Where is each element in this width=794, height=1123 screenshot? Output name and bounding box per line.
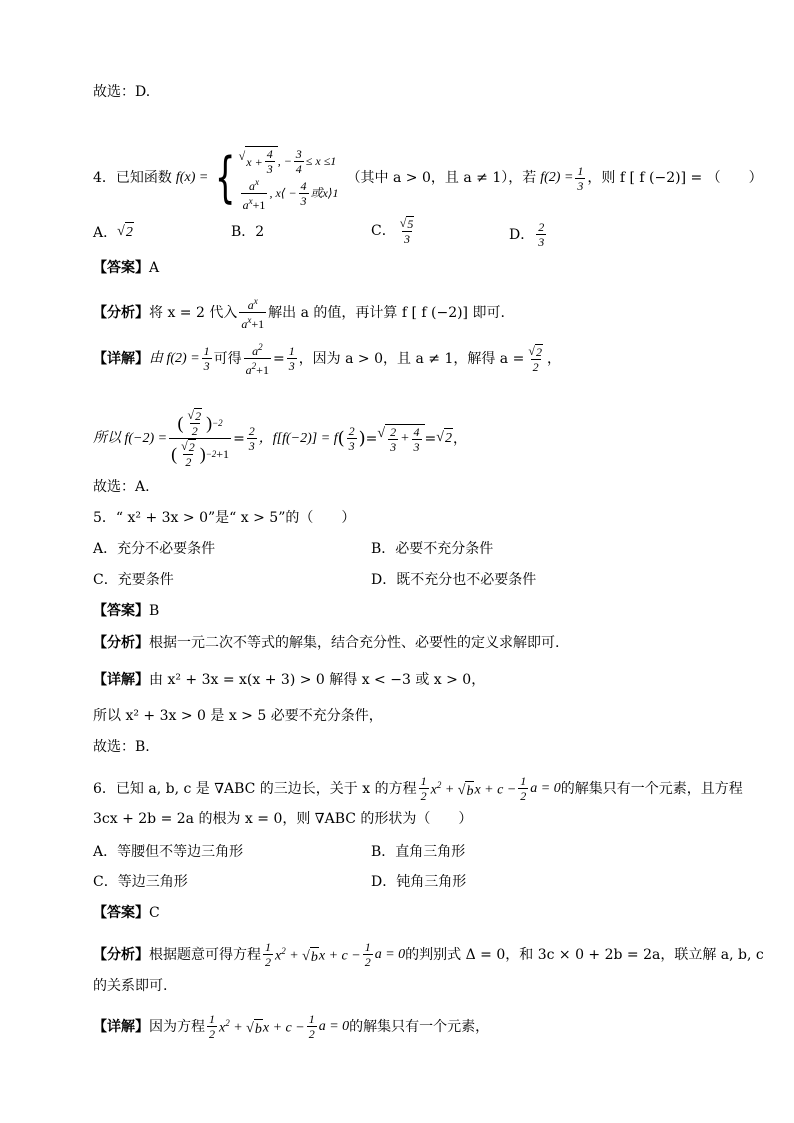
- q6-analysis-line1: 【分析】 根据题意可得方程 $\frac{1}{2}$ $x^2$ + √ b x + c − $\frac{1}{2}$ a = 0 的判别式 Δ = 0，和 3c × 0 + 2b = 2a，联立解 a, b, c: [93, 940, 764, 969]
- q6-option-a: A． 等腰但不等边三角形: [93, 844, 244, 860]
- q6-answer: 【答案】 C: [93, 905, 160, 921]
- q6-option-c: C． 等边三角形: [93, 874, 188, 890]
- q6-stem-line2: 3cx + 2b = 2a 的根为 x = 0，则 ∇ABC 的形状为（ ）: [93, 811, 473, 827]
- q4-analysis: 【分析】 将 x = 2 代入 $\frac{a^x}{a^x+1}$ 解出 a 的值，再计算 f [ f (−2)] 即可.: [93, 296, 505, 331]
- q4-ask: ，则 f [ f (−2)] = （ ）: [587, 170, 763, 186]
- q4-given: f(2) =: [540, 170, 574, 185]
- q5-option-b: B． 必要不充分条件: [371, 541, 494, 557]
- q5-option-d: D． 既不充分也不必要条件: [371, 572, 537, 588]
- q3-conclusion: 故选：D.: [93, 84, 151, 100]
- q4-option-b: B． 2: [231, 224, 265, 240]
- q4-option-c: C． √ 5 3: [371, 216, 414, 246]
- q4-piece2: $\frac{a^x}{a^x+1}$ , x⟨ − $\frac{4}{3}$ 或x⟩1: [242, 176, 339, 212]
- q6-option-b: B． 直角三角形: [371, 844, 466, 860]
- q5-analysis: 【分析】 根据一元二次不等式的解集，结合充分性、必要性的定义求解即可.: [93, 635, 560, 651]
- q5-option-a: A． 充分不必要条件: [93, 541, 216, 557]
- q4-piece1: √ x + $\frac{4}{3}$ , − $\frac{3}{4}$ ≤ x ≤1: [238, 146, 337, 176]
- q4-stem: [93, 146, 763, 210]
- q4-option-a: A． √ 2: [93, 222, 134, 243]
- q4-option-d: D． $\frac{2}{3}$: [509, 220, 545, 249]
- q4-fx: f(x) =: [175, 170, 209, 185]
- q4-condition: （其中 a > 0，且 a ≠ 1），若: [346, 170, 537, 186]
- q4-detail: 【详解】 由 f(2) = $\frac{1}{3}$ 可得 $\frac{a^2}{a^2+1}$ = $\frac{1}{3}$ ，因为 a > 0，且 a ≠ 1，解得 a = √ 2 2 ，: [93, 342, 561, 377]
- q5-option-c: C． 充要条件: [93, 572, 174, 588]
- q4-cases: [239, 146, 339, 210]
- q4-number: 4．已知函数: [93, 170, 172, 186]
- q5-detail: 【详解】 由 x² + 3x = x(x + 3) > 0 解得 x < −3 或 x > 0，: [93, 672, 486, 688]
- q4-brace: {: [215, 146, 236, 209]
- q4-conclusion: 故选：A.: [93, 479, 150, 495]
- q6-analysis-line2: 的关系即可.: [93, 978, 168, 994]
- q6-detail: 【详解】 因为方程 $\frac{1}{2}$ $x^2$ + √ b x + c − $\frac{1}{2}$ a = 0 的解集只有一个元素，: [93, 1012, 490, 1041]
- q5-answer: 【答案】 B: [93, 603, 160, 619]
- q4-so-bigfrac: ( √ 2 2 ) −2 ( √ 2 2 ) −2 +1: [171, 408, 230, 469]
- q4-piece1-sqrt: √ x + $\frac{4}{3}$: [239, 146, 278, 176]
- q5-conclusion: 故选：B.: [93, 739, 150, 755]
- q4-answer: 【答案】 A: [93, 260, 160, 276]
- q5-stem: 5．“ x² + 3x > 0”是“ x > 5”的（ ）: [93, 510, 356, 526]
- q4-so: 所以 f(−2) = ( √ 2 2 ) −2 ( √ 2 2 ) −2 +1 = $\frac{2}{3}$ ，f[f(−2)] = f ( $\frac{2}{3}$ ) = √ $\frac{2}{3}$ + $\frac{4}{3}$ = √ 2 ，: [93, 408, 467, 469]
- q6-option-d: D． 钝角三角形: [371, 874, 467, 890]
- q5-so: 所以 x² + 3x > 0 是 x > 5 必要不充分条件，: [93, 708, 383, 724]
- q6-stem-line1: 6．已知 a, b, c 是 ∇ABC 的三边长，关于 x 的方程 $\frac{1}{2}$ $x^2$ + √ b x + c − $\frac{1}{2}$ a = 0 的解集只有一个元素，且方程: [93, 774, 743, 803]
- q4-given-frac: $\frac{1}{3}$: [577, 163, 584, 193]
